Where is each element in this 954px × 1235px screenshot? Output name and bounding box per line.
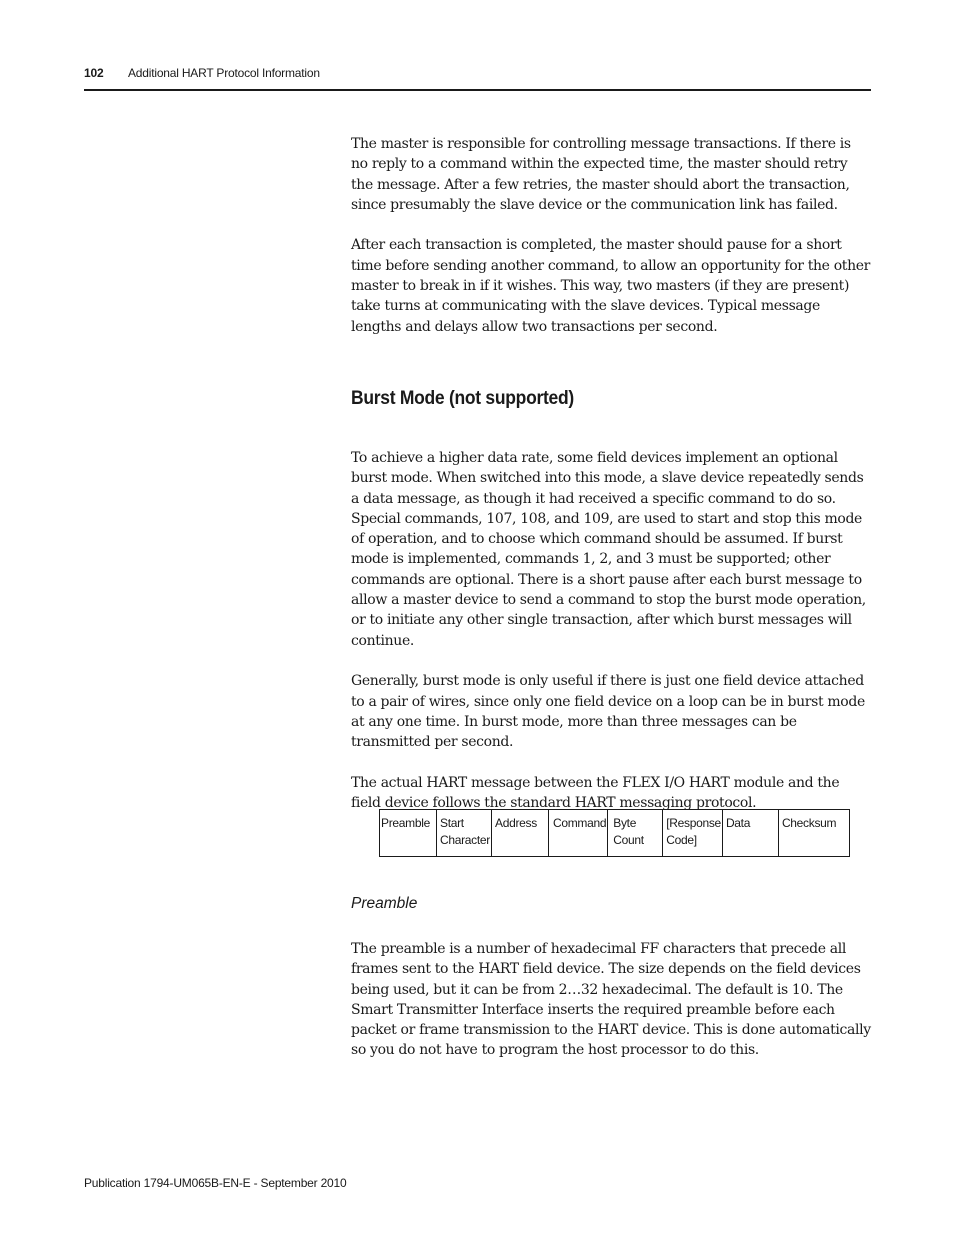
page-footer: Publication 1794-UM065B-EN-E - September 2010 xyxy=(84,1176,347,1190)
table-cell-start-character xyxy=(437,810,492,857)
cell-text: Checksum xyxy=(781,816,837,830)
table-cell-preamble xyxy=(380,810,437,857)
cell-text: Byte xyxy=(613,816,637,830)
page-header xyxy=(84,66,320,80)
cell-text: Command xyxy=(553,816,607,830)
cell-text: Preamble xyxy=(381,816,430,830)
paragraph-burst-mode: To achieve a higher data rate, some field devices implement an optional burst mode. When switched into this mode, a slave device repeatedly sends a data message, as though it had received a specific command to do so. Special commands, 107, 108, and 109, are used to start and stop this mode of operation, and to choose which command should be assumed. If burst mode is implemented, commands 1, 2, and 3 must be supported; other commands are optional. There is a short pause after each burst message to allow a master device to send a command to stop the burst mode operation, or to initiate any other single transaction, after which burst messages will continue. xyxy=(351,449,866,649)
cell-text: Character xyxy=(440,833,490,847)
table-cell-checksum xyxy=(778,810,849,857)
cell-text: Data xyxy=(725,816,751,830)
page-number: 102 xyxy=(84,66,104,80)
paragraph-burst-usefulness: Generally, burst mode is only useful if there is just one field device attached to a pair of wires, since only one field device on a loop can be in burst mode at any one time. In burst mode, more than three messages can be transmitted per second. xyxy=(351,673,865,751)
table-cell-data xyxy=(722,810,778,857)
table-row xyxy=(380,810,850,857)
cell-text: Address xyxy=(495,816,537,830)
cell-text: Code] xyxy=(666,833,697,847)
main-content xyxy=(351,134,871,813)
header-rule xyxy=(84,89,871,91)
section-heading-burst-mode: Burst Mode (not supported) xyxy=(351,387,574,409)
preamble-content xyxy=(351,939,871,1061)
paragraph-preamble: The preamble is a number of hexadecimal FF characters that precede all frames sent to the HART field device. The size depends on the field devices being used, but it can be from 2…32 hexadecimal. The default is 10. The Smart Transmitter Interface inserts the required preamble before each packet or frame transmission to the HART device. This is done automatically so you do not have to program the host processor to do this. xyxy=(351,941,871,1059)
paragraph-hart-message: The actual HART message between the FLEX I/O HART module and the field device follows the standard HART messaging protocol. xyxy=(351,774,840,812)
table-cell-response-code xyxy=(663,810,723,857)
cell-text: [Response xyxy=(666,816,721,830)
table-cell-command xyxy=(549,810,608,857)
hart-frame-table xyxy=(379,809,850,857)
cell-text: Start xyxy=(440,816,464,830)
cell-text: Count xyxy=(613,833,644,847)
subheading-preamble: Preamble xyxy=(351,895,418,912)
table-cell-byte-count xyxy=(608,810,663,857)
table-cell-address xyxy=(492,810,549,857)
paragraph-master-responsibility: The master is responsible for controlling message transactions. If there is no reply to a command within the expected time, the master should retry the message. After a few retries, the master should abort the transaction, since presumably the slave device or the communication link has failed. xyxy=(351,136,851,213)
paragraph-transaction-pause: After each transaction is completed, the master should pause for a short time before sending another command, to allow an opportunity for the other master to break in if it wishes. This way, two masters (if they are present) take turns at communicating with the slave devices. Typical message lengths and delays allow two transactions per second. xyxy=(351,237,871,335)
section-title: Additional HART Protocol Information xyxy=(128,66,320,80)
